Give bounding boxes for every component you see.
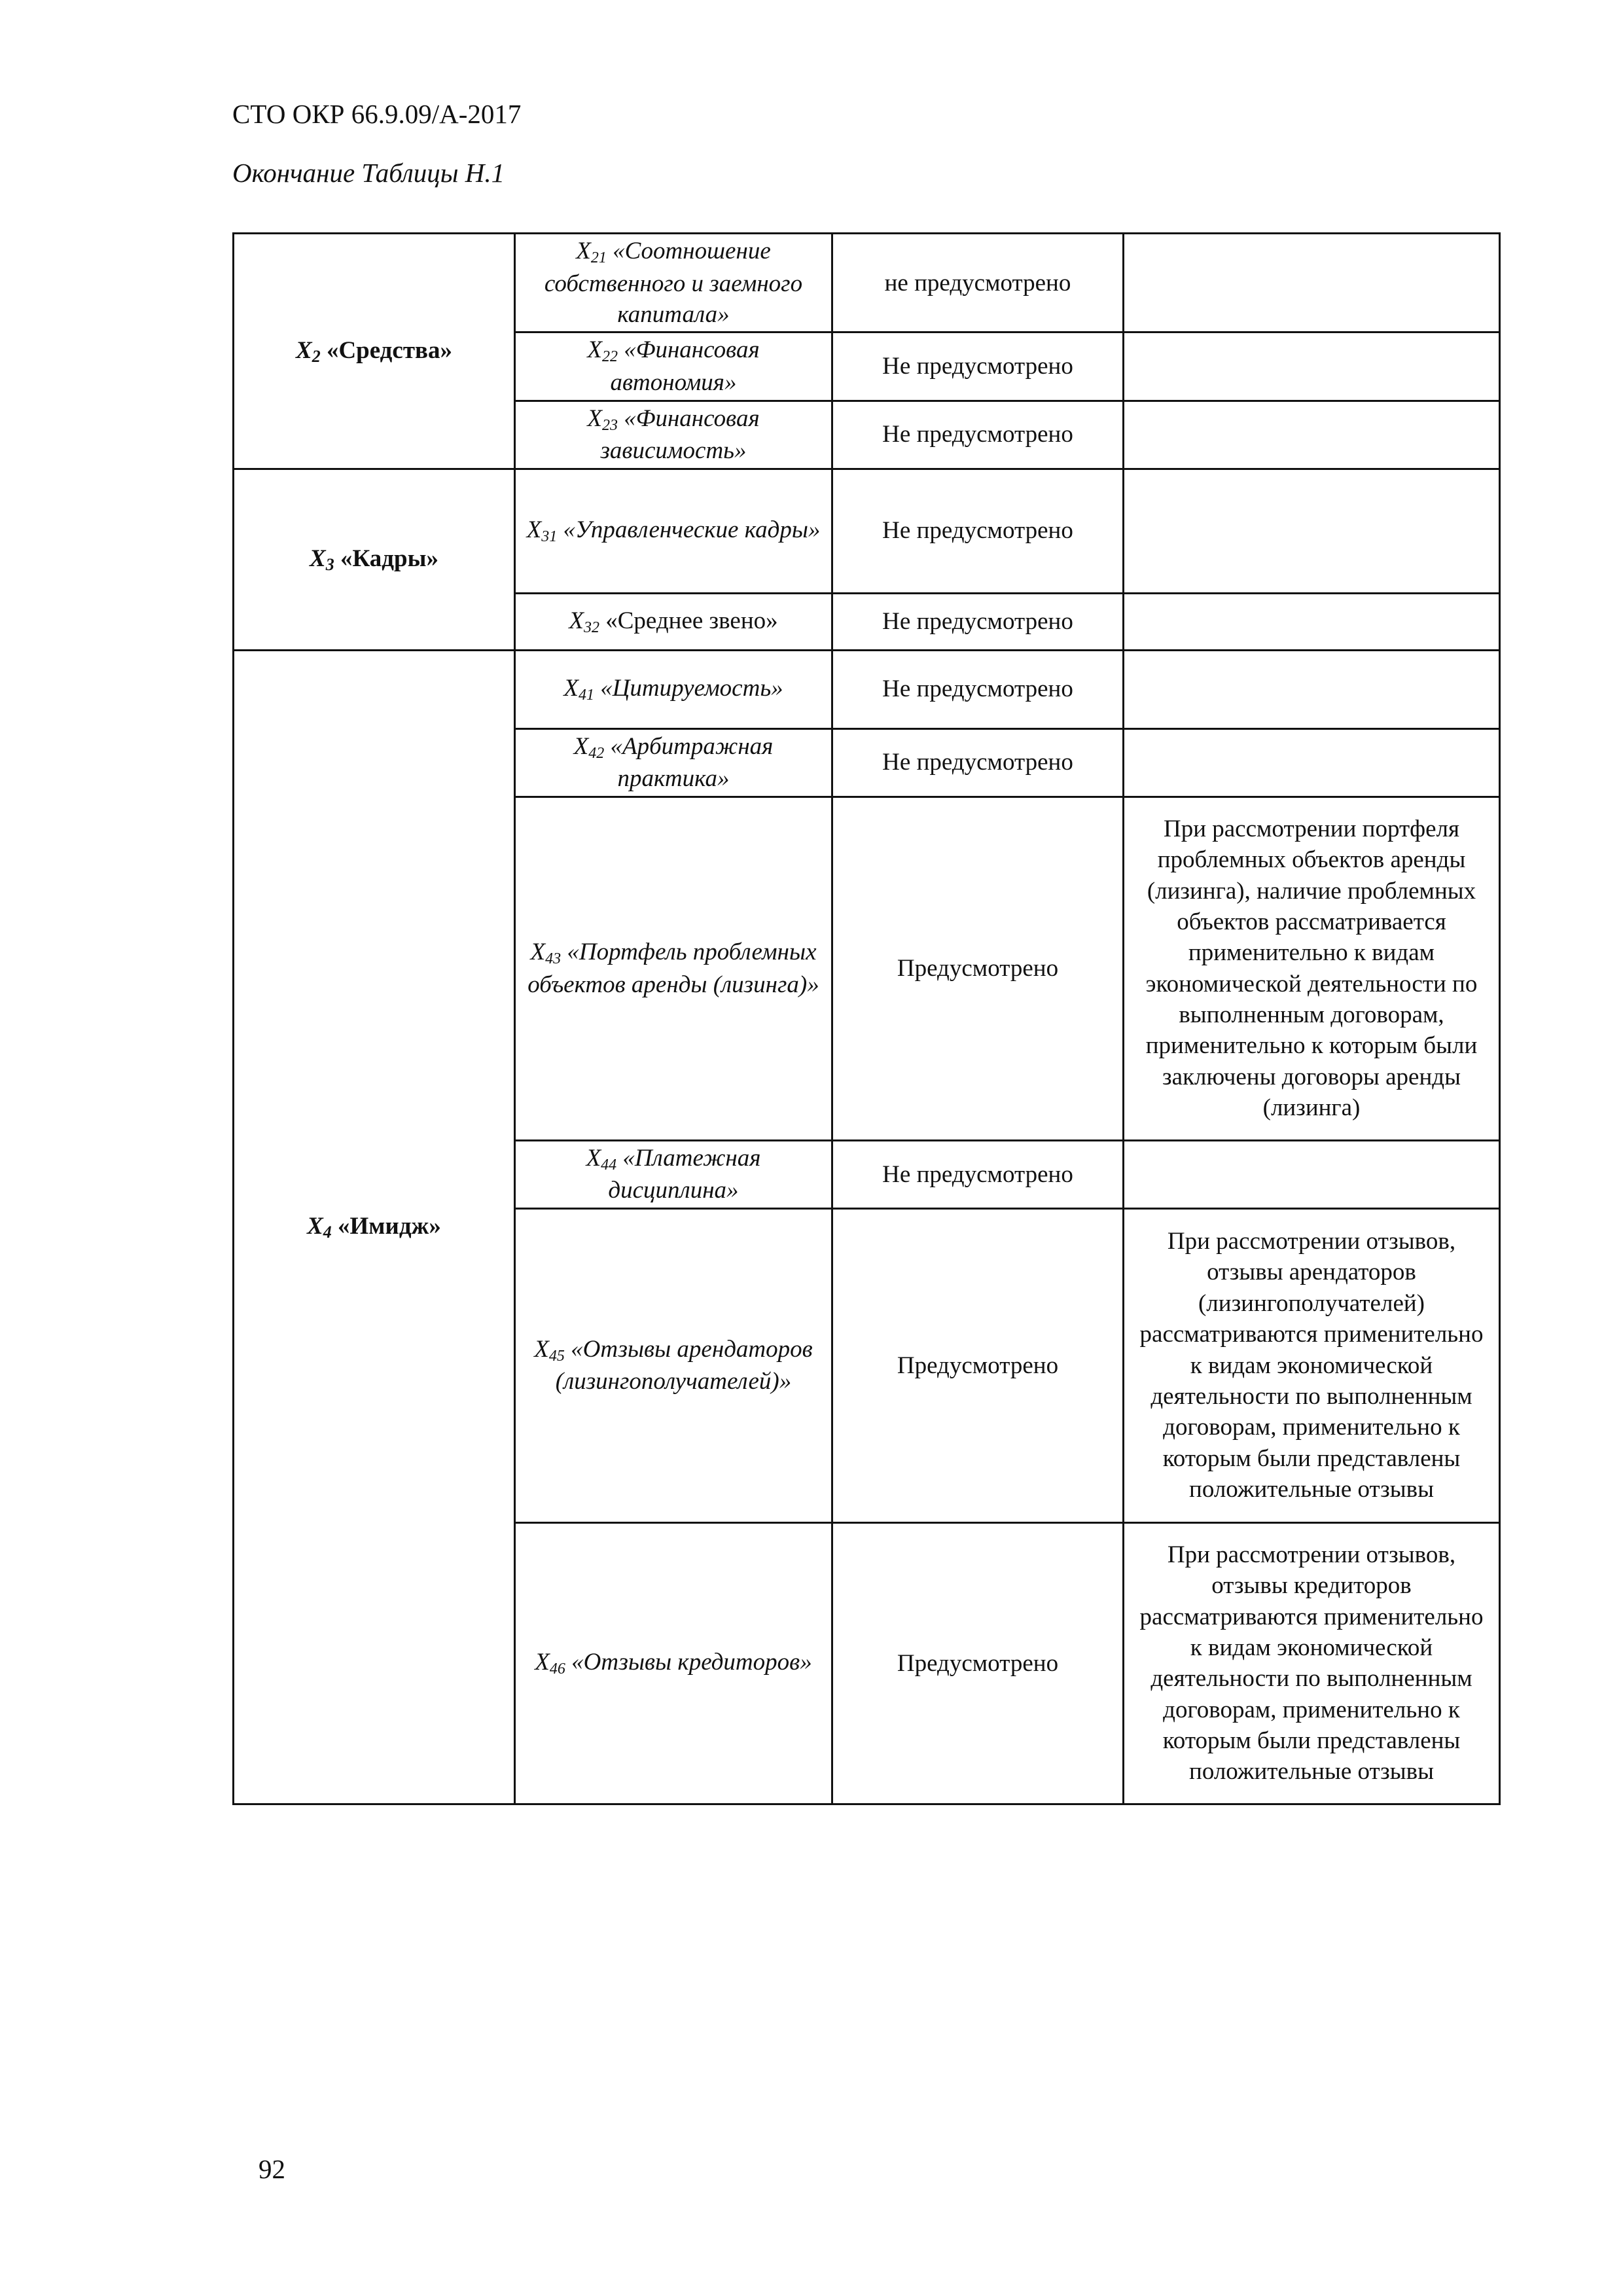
status-cell: Предусмотрено: [832, 1522, 1124, 1804]
indicator-cell: $X_{31}$ «Управленческие кадры»: [515, 469, 832, 593]
note-cell: [1124, 332, 1500, 401]
note-cell: При рассмотрении портфеля проблемных объектов аренды (лизинга), наличие проблемных объектов рассматривается применительно к видам экономической деятельности по выполненным договорам, применительно к которым были заключены договоры аренды (лизинга): [1124, 797, 1500, 1140]
status-cell: Не предусмотрено: [832, 650, 1124, 728]
note-cell: [1124, 469, 1500, 593]
indicator-cell: $X_{41}$ «Цитируемость»: [515, 650, 832, 728]
note-cell: [1124, 1140, 1500, 1208]
indicator-cell: $X_{43}$ «Портфель проблемных объектов аренды (лизинга)»: [515, 797, 832, 1140]
note-cell: [1124, 593, 1500, 650]
indicator-cell: $X_{21}$ «Соотношение собственного и заемного капитала»: [515, 234, 832, 332]
note-cell: [1124, 234, 1500, 332]
indicator-cell: $X_{42}$ «Арбитражная практика»: [515, 728, 832, 797]
note-cell: [1124, 728, 1500, 797]
indicator-cell: $X_{32}$ «Среднее звено»: [515, 593, 832, 650]
status-cell: Не предусмотрено: [832, 332, 1124, 401]
page-number: 92: [259, 2154, 285, 2184]
status-cell: Предусмотрено: [832, 1208, 1124, 1522]
status-cell: Предусмотрено: [832, 797, 1124, 1140]
note-cell: При рассмотрении отзывов, отзывы кредиторов рассматриваются применительно к видам экономической деятельности по выполненным договорам, применительно к которым были представлены положительные отзывы: [1124, 1522, 1500, 1804]
status-cell: Не предусмотрено: [832, 1140, 1124, 1208]
indicator-cell: $X_{22}$ «Финансовая автономия»: [515, 332, 832, 401]
status-cell: не предусмотрено: [832, 234, 1124, 332]
note-cell: При рассмотрении отзывов, отзывы арендаторов (лизингополучателей) рассматриваются применительно к видам экономической деятельности по выполненным договорам, применительно к которым были представлены положительные отзывы: [1124, 1208, 1500, 1522]
group-cell-x2: X2 «Средства»: [234, 234, 515, 469]
status-cell: Не предусмотрено: [832, 469, 1124, 593]
note-cell: [1124, 401, 1500, 469]
group-cell-x3: X3 «Кадры»: [234, 469, 515, 650]
indicators-table: [232, 232, 1501, 1805]
indicator-cell: $X_{44}$ «Платежная дисциплина»: [515, 1140, 832, 1208]
indicator-cell: $X_{45}$ «Отзывы арендаторов (лизингополучателей)»: [515, 1208, 832, 1522]
document-header: СТО ОКР 66.9.09/А-2017: [232, 99, 522, 129]
status-cell: Не предусмотрено: [832, 401, 1124, 469]
table-row: [234, 469, 1500, 593]
status-cell: Не предусмотрено: [832, 728, 1124, 797]
group-cell-x4: X4 «Имидж»: [234, 650, 515, 1804]
table-caption: Окончание Таблицы Н.1: [232, 158, 505, 188]
table-row: [234, 650, 1500, 728]
status-cell: Не предусмотрено: [832, 593, 1124, 650]
indicator-cell: $X_{46}$ «Отзывы кредиторов»: [515, 1522, 832, 1804]
note-cell: [1124, 650, 1500, 728]
table-row: [234, 234, 1500, 332]
indicator-cell: $X_{23}$ «Финансовая зависимость»: [515, 401, 832, 469]
